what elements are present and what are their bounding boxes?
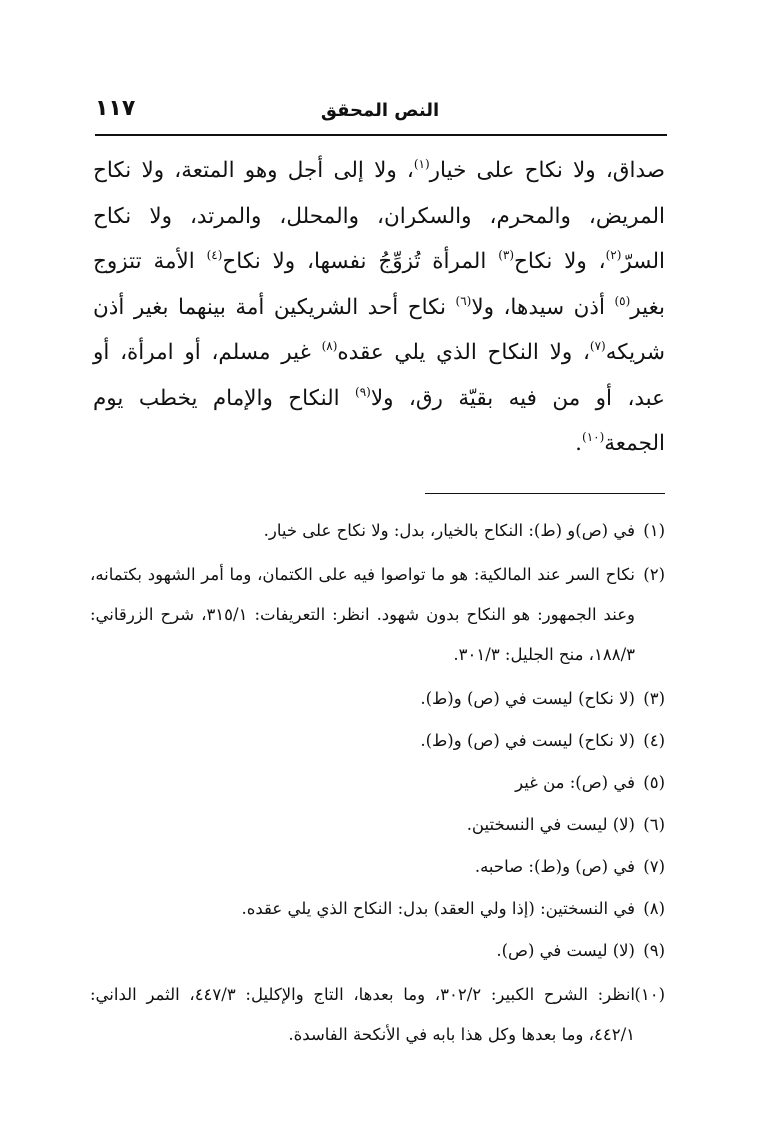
- page-number: ١١٧: [95, 96, 136, 121]
- footnote-text: نكاح السر عند المالكية: هو ما تواصوا فيه على الكتمان، وما أمر الشهود بكتمانه، وعند الجمهور: هو النكاح بدون شهود. انظر: التعريفات: ٣١٥/١، شرح الزرقاني: ١٨٨/٣، منح الجليل: ٣٠١/٣.: [90, 565, 636, 664]
- footnote-8: [90, 891, 665, 927]
- footnote-ref-1[interactable]: (١): [413, 157, 430, 171]
- footnote-text: (لا) ليست في النسختين.: [466, 815, 635, 834]
- footnote-ref-5[interactable]: (٥): [614, 293, 631, 308]
- footnote-ref-8[interactable]: (٨): [321, 339, 338, 353]
- footnote-text: (لا نكاح) ليست في (ص) و(ط).: [420, 689, 635, 708]
- footnote-number: (٣): [643, 689, 665, 708]
- footnote-9: [90, 933, 665, 969]
- body-segment: غير مسلم، أو امرأة، أو عبد، أو من فيه بقيّة رق، ولا: [93, 340, 665, 411]
- footnote-number: (٩): [643, 941, 665, 960]
- footnote-number: (٥): [643, 773, 665, 792]
- footnote-number: (٨): [643, 899, 665, 918]
- footnote-10: [90, 975, 665, 1055]
- footnote-3: [90, 681, 665, 717]
- footnote-text: في النسختين: (إذا ولي العقد) بدل: النكاح الذي يلي عقده.: [241, 899, 635, 918]
- footnote-number: (١٠): [634, 985, 665, 1004]
- footnote-text: (لا نكاح) ليست في (ص) و(ط).: [420, 731, 635, 750]
- running-title: النص المحقق: [320, 100, 440, 121]
- main-text: [93, 148, 665, 467]
- header-rule: [95, 134, 667, 136]
- footnote-ref-3[interactable]: (٣): [498, 248, 515, 262]
- footnote-ref-7[interactable]: (٧): [589, 339, 606, 353]
- body-segment: ، ولا إلى أجل وهو المتعة، ولا نكاح المريض، والمحرم، والسكران، والمحلل، والمرتد، ولا نكاح السرّ: [93, 158, 665, 274]
- body-segment: .: [575, 431, 582, 456]
- body-segment: نكاح أحد الشريكين أمة بينهما بغير أذن شريكه: [93, 294, 665, 365]
- footnote-text: في (ص) و(ط): صاحبه.: [474, 857, 635, 876]
- footnote-7: [90, 849, 665, 885]
- footnote-number: (٦): [643, 815, 665, 834]
- footnote-1: [90, 513, 665, 549]
- footnotes: [90, 513, 665, 1061]
- footnote-ref-6[interactable]: (٦): [455, 293, 472, 308]
- body-segment: ، ولا النكاح الذي يلي عقده: [337, 340, 590, 365]
- footnote-4: [90, 723, 665, 759]
- footnote-separator: [425, 493, 665, 494]
- footnote-ref-9[interactable]: (٩): [355, 384, 371, 399]
- footnote-number: (٢): [643, 565, 665, 584]
- body-segment: الأمة تتزوج بغير: [93, 249, 665, 320]
- body-segment: أذن سيدها، ولا: [471, 294, 615, 320]
- body-segment: النكاح والإمام يخطب يوم الجمعة: [93, 385, 665, 456]
- footnote-ref-2[interactable]: (٢): [605, 248, 622, 262]
- footnote-6: [90, 807, 665, 843]
- body-segment: صداق، ولا نكاح على خيار: [429, 158, 665, 183]
- footnote-ref-10[interactable]: (١٠): [582, 430, 605, 444]
- footnote-number: (١): [643, 521, 665, 540]
- footnote-5: [90, 765, 665, 801]
- footnote-text: انظر: الشرح الكبير: ٣٠٢/٢، وما بعدها، التاج والإكليل: ٤٤٧/٣، الثمر الداني: ٤٤٢/١، وما بعدها وكل هذا بابه في الأنكحة الفاسدة.: [90, 985, 635, 1044]
- footnote-2: [90, 555, 665, 675]
- footnote-ref-4[interactable]: (٤): [206, 248, 223, 262]
- footnote-number: (٤): [643, 731, 665, 750]
- body-segment: المرأة تُزوِّجُ نفسها، ولا نكاح: [222, 249, 499, 274]
- body-segment: ، ولا نكاح: [514, 249, 606, 274]
- footnote-number: (٧): [643, 857, 665, 876]
- footnote-text: في (ص): من غير: [515, 773, 635, 792]
- footnote-text: (لا) ليست في (ص).: [496, 941, 635, 960]
- page-header: [95, 96, 665, 130]
- footnote-text: في (ص)و (ط): النكاح بالخيار، بدل: ولا نكاح على خيار.: [263, 521, 635, 540]
